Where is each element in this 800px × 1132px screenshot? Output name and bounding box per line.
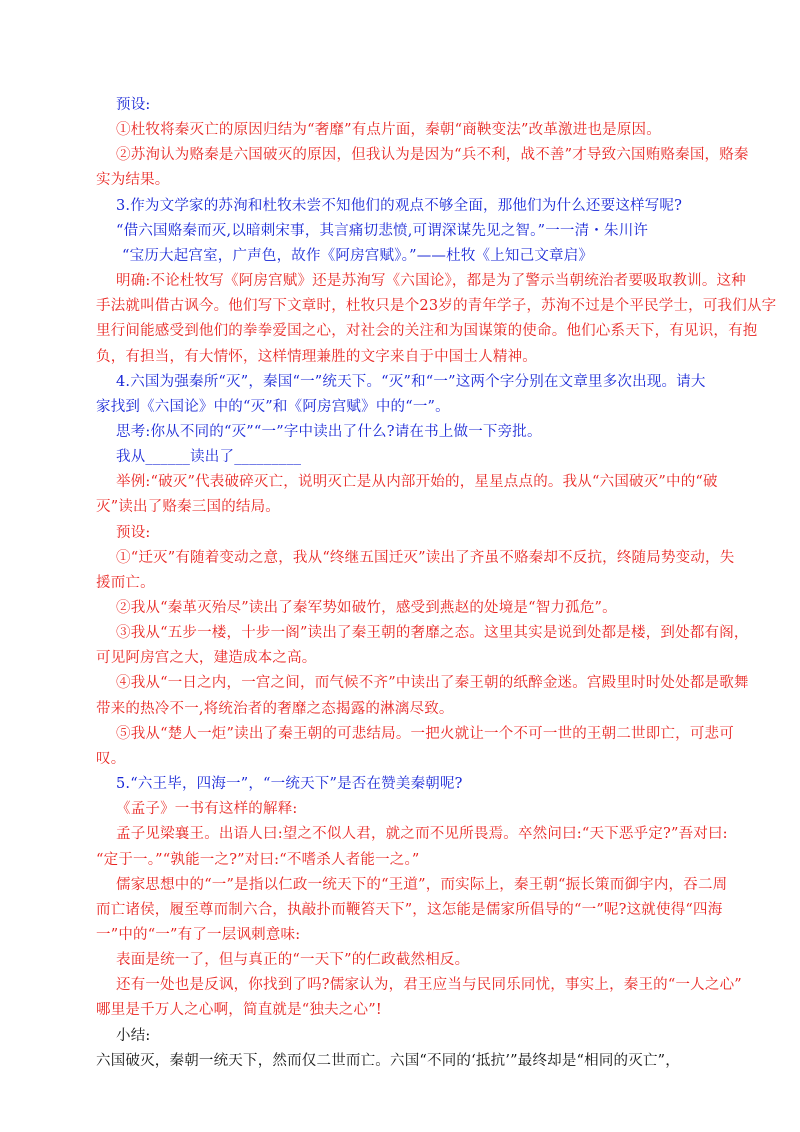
text-line: 5.“六王毕，四海一”，“一统天下”是否在赞美秦朝呢? xyxy=(116,776,463,792)
text-line: “宝历大起宫室，广声色，故作《阿房宫赋》。”——杜牧《上知己文章启》 xyxy=(122,247,594,264)
text-line: 六国破灭，秦朝一统天下，然而仅二世而亡。六国“不同的‘抵抗’”最终却是“相同的灭亡”， xyxy=(96,1052,680,1069)
text-line: 思考:你从不同的“灭”“一”字中读出了什么?请在书上做一下旁批。 xyxy=(116,423,542,440)
text-line: 儒家思想中的“一”是指以仁政一统天下的“王道”，而实际上，秦王朝“振长策而御宇内，吞二周 xyxy=(116,876,728,893)
text-line: 预设: xyxy=(116,97,151,113)
text-line: 可见阿房宫之大，建造成本之高。 xyxy=(96,650,317,667)
text-line: ①“迁灭”有随着变动之意，我从“终继五国迁灭”读出了齐虽不赂秦却不反抗，终随局势变动，失 xyxy=(116,549,735,566)
text-line: 灭”读出了赂秦三国的结局。 xyxy=(96,499,281,516)
text-line: 一”中的“一”有了一层讽刺意味: xyxy=(96,926,301,943)
text-line: 明确:不论杜牧写《阿房宫赋》还是苏洵写《六国论》，都是为了警示当朝统治者要吸取教训。这种 xyxy=(116,273,746,289)
text-line: 家找到《六国论》中的“灭”和《阿房宫赋》中的“一”。 xyxy=(96,398,450,415)
text-line: 举例:“破灭”代表破碎灭亡，说明灭亡是从内部开始的，星星点点的。我从“六国破灭”中的“破 xyxy=(116,474,718,491)
text-line: ④我从“一日之内，一宫之间，而气候不齐”中读出了秦王朝的纸醉金迷。宫殿里时时处处都是歌舞 xyxy=(116,675,749,692)
text-line: ⑤我从“楚人一炬”读出了秦王朝的可悲结局。一把火就让一个不可一世的王朝二世即亡，可悲可 xyxy=(116,725,734,742)
text-line: 带来的热冷不一,将统治者的奢靡之态揭露的淋漓尽致。 xyxy=(96,700,454,717)
text-line: 4.六国为强秦所“灭”，秦国“一”统天下。“灭”和“一”这两个字分别在文章里多次出现。请大 xyxy=(116,373,706,390)
text-line: 哪里是千万人之心啊，简直就是“独夫之心”! xyxy=(96,1002,382,1019)
text-line: 手法就叫借古讽今。他们写下文章时，杜牧只是个23岁的青年学子，苏洵不过是个平民学士，可我们从字 xyxy=(96,298,777,315)
text-line: 负，有担当，有大情怀，这样情理兼胜的文字来自于中国士人精神。 xyxy=(96,348,537,365)
text-line: 《孟子》一书有这样的解释: xyxy=(116,801,298,818)
text-line: 表面是统一了，但与真正的“一天下”的仁政截然相反。 xyxy=(116,952,470,969)
text-line: ①杜牧将秦灭亡的原因归结为“奢靡”有点片面，秦朝“商鞅变法”改革激进也是原因。 xyxy=(116,122,661,139)
text-line: “借六国赂秦而灭,以暗刺宋事，其言痛切悲愤,可谓深谋先见之智。”一一清・朱川许 xyxy=(116,222,649,239)
text-line: 小结: xyxy=(116,1027,151,1044)
text-line: 实为结果。 xyxy=(96,172,170,189)
text-line: ②苏洵认为赂秦是六国破灭的原因，但我认为是因为“兵不利，战不善”才导致六国贿赂秦国，赂秦 xyxy=(116,147,749,164)
text-line: ③我从“五步一楼，十步一阁”读出了秦王朝的奢靡之态。这里其实是说到处都是楼，到处都有阁， xyxy=(116,625,749,642)
text-line: 还有一处也是反讽，你找到了吗?儒家认为，君王应当与民同乐同忧，事实上，秦王的“一人之心” xyxy=(116,977,742,994)
text-line: 而亡诸侯，履至尊而制六合，执敲扑而鞭笞天下”，这怎能是儒家所倡导的“一”呢?这就使得“四海 xyxy=(96,901,723,918)
text-line: 3.作为文学家的苏洵和杜牧未尝不知他们的观点不够全面，那他们为什么还要这样写呢? xyxy=(116,197,683,214)
text-line: 孟子见梁襄王。出语人曰:望之不似人君，就之而不见所畏焉。卒然问曰:“天下恶乎定?”吾对曰: xyxy=(116,826,728,843)
text-line: 我从______读出了_________ xyxy=(116,449,302,466)
text-line: 援而亡。 xyxy=(96,574,155,591)
text-line: ②我从“秦革灭殆尽”读出了秦军势如破竹，感受到燕赵的处境是“智力孤危”。 xyxy=(116,600,617,616)
text-line: 预设: xyxy=(116,524,151,541)
text-line: 里行间能感受到他们的拳拳爱国之心，对社会的关注和为国谋策的使命。他们心系天下，有见识，有抱 xyxy=(96,323,758,340)
text-line: 叹。 xyxy=(96,750,126,767)
text-line: “定于一。”“孰能一之?”对曰:“不嗜杀人者能一之。” xyxy=(96,851,420,868)
